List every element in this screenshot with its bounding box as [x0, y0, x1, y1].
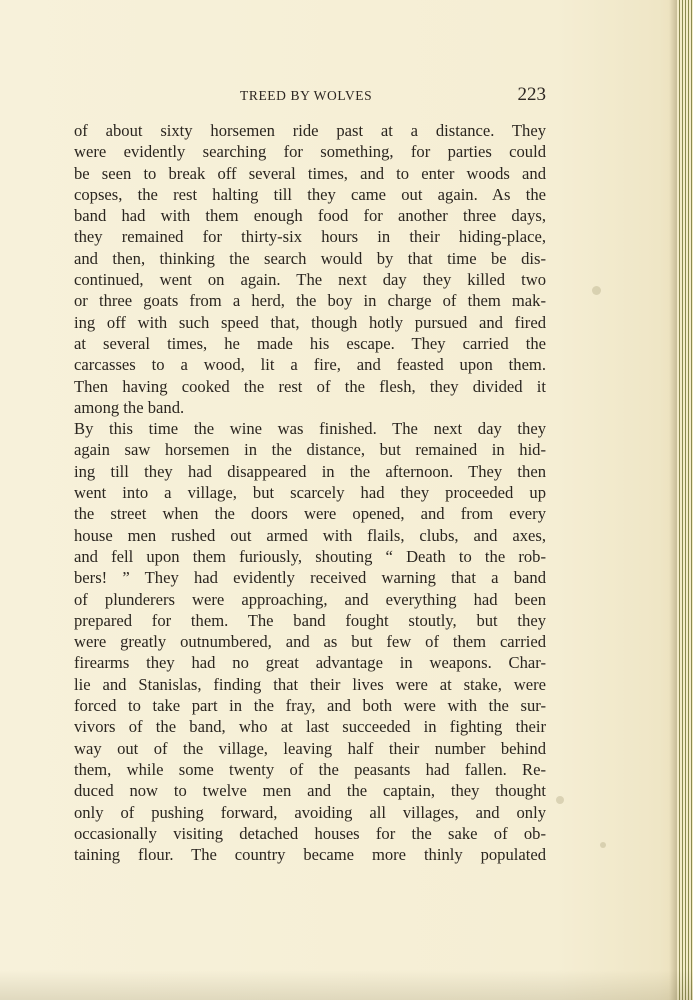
- text-line: bers! ” They had evidently received warning that a band: [74, 568, 546, 588]
- text-line: and then, thinking the search would by that time be dis-: [74, 248, 546, 268]
- text-line: firearms they had no great advantage in weapons. Char-: [74, 653, 546, 673]
- paper-spot: [556, 796, 564, 804]
- text-line: By this time the wine was finished. The next day they: [74, 419, 546, 439]
- text-line: continued, went on again. The next day they killed two: [74, 270, 546, 290]
- body-text: [74, 120, 546, 865]
- running-title: TREED BY WOLVES: [240, 88, 373, 103]
- text-line: ing till they had disappeared in the afternoon. They then: [74, 461, 546, 481]
- paper-spot: [600, 842, 606, 848]
- text-line: taining flour. The country became more thinly populated: [74, 845, 546, 865]
- text-line: forced to take part in the fray, and both were with the sur-: [74, 696, 546, 716]
- page-header: [74, 84, 546, 110]
- text-line: Then having cooked the rest of the flesh, they divided it: [74, 376, 546, 396]
- text-line: only of pushing forward, avoiding all villages, and only: [74, 802, 546, 822]
- text-line: duced now to twelve men and the captain, they thought: [74, 781, 546, 801]
- text-line: at several times, he made his escape. They carried the: [74, 333, 546, 353]
- page-number: 223: [517, 84, 546, 105]
- text-line: them, while some twenty of the peasants had fallen. Re-: [74, 759, 546, 779]
- text-line: lie and Stanislas, finding that their lives were at stake, were: [74, 674, 546, 694]
- text-line: they remained for thirty-six hours in their hiding-place,: [74, 227, 546, 247]
- text-line: went into a village, but scarcely had they proceeded up: [74, 483, 546, 503]
- text-line: band had with them enough food for another three days,: [74, 206, 546, 226]
- text-line: or three goats from a herd, the boy in charge of them mak-: [74, 291, 546, 311]
- paper-spot: [592, 286, 601, 295]
- text-line: and fell upon them furiously, shouting “ Death to the rob-: [74, 546, 546, 566]
- text-line: ing off with such speed that, though hotly pursued and fired: [74, 312, 546, 332]
- text-line: among the band.: [74, 397, 185, 417]
- text-line: occasionally visiting detached houses for the sake of ob-: [74, 823, 546, 843]
- text-line: prepared for them. The band fought stoutly, but they: [74, 610, 546, 630]
- text-line: of plunderers were approaching, and everything had been: [74, 589, 546, 609]
- text-line: carcasses to a wood, lit a fire, and feasted upon them.: [74, 355, 546, 375]
- text-line: be seen to break off several times, and to enter woods and: [74, 163, 546, 183]
- text-line: were greatly outnumbered, and as but few of them carried: [74, 632, 546, 652]
- book-block-edge: [677, 0, 693, 1000]
- text-line: vivors of the band, who at last succeeded in fighting their: [74, 717, 546, 737]
- text-line: house men rushed out armed with flails, clubs, and axes,: [74, 525, 546, 545]
- text-line: again saw horsemen in the distance, but remained in hid-: [74, 440, 546, 460]
- page-bottom-shadow: [0, 970, 693, 1000]
- text-line: the street when the doors were opened, and from every: [74, 504, 546, 524]
- text-line: way out of the village, leaving half their number behind: [74, 738, 546, 758]
- page-gutter-shadow: [669, 0, 677, 1000]
- text-line: copses, the rest halting till they came out again. As the: [74, 184, 546, 204]
- text-line: of about sixty horsemen ride past at a distance. They: [74, 121, 546, 140]
- text-line: were evidently searching for something, for parties could: [74, 142, 546, 162]
